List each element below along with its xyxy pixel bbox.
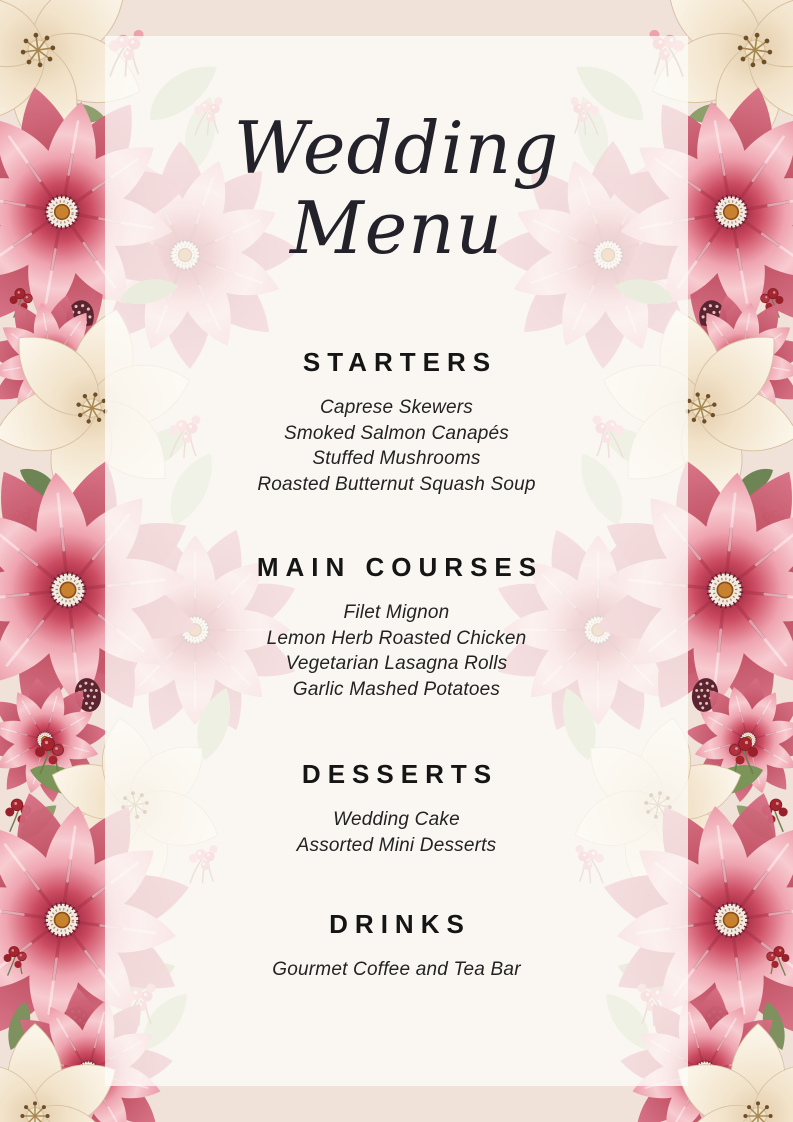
desserts-items xyxy=(105,807,688,858)
menu-item: Wedding Cake xyxy=(333,809,460,830)
menu-item: Vegetarian Lasagna Rolls xyxy=(285,653,508,674)
main-courses-items xyxy=(105,600,688,702)
menu-panel xyxy=(105,36,688,1086)
starters-items xyxy=(105,395,688,497)
menu-item: Lemon Herb Roasted Chicken xyxy=(266,627,527,649)
section-drinks xyxy=(105,909,688,983)
menu-item: Roasted Butternut Squash Soup xyxy=(257,473,536,495)
section-main-courses-heading: MAIN COURSES xyxy=(256,552,544,582)
menu-item: Filet Mignon xyxy=(343,602,450,623)
menu-item: Smoked Salmon Canapés xyxy=(284,422,509,444)
menu-item: Garlic Mashed Potatoes xyxy=(292,678,501,700)
section-desserts-heading: DESSERTS xyxy=(301,759,499,789)
menu-title-line1: Wedding xyxy=(233,106,560,190)
drinks-items xyxy=(105,957,688,983)
section-main-courses xyxy=(105,552,688,702)
menu-item: Caprese Skewers xyxy=(320,397,473,418)
section-drinks-heading: DRINKS xyxy=(329,909,471,939)
section-starters-heading: STARTERS xyxy=(302,347,498,377)
section-starters xyxy=(105,347,688,497)
menu-title-line2: Menu xyxy=(289,186,504,270)
section-desserts xyxy=(105,759,688,858)
menu-item: Stuffed Mushrooms xyxy=(312,448,481,469)
menu-item: Gourmet Coffee and Tea Bar xyxy=(272,959,521,980)
menu-title xyxy=(105,108,688,268)
menu-item: Assorted Mini Desserts xyxy=(296,834,497,856)
